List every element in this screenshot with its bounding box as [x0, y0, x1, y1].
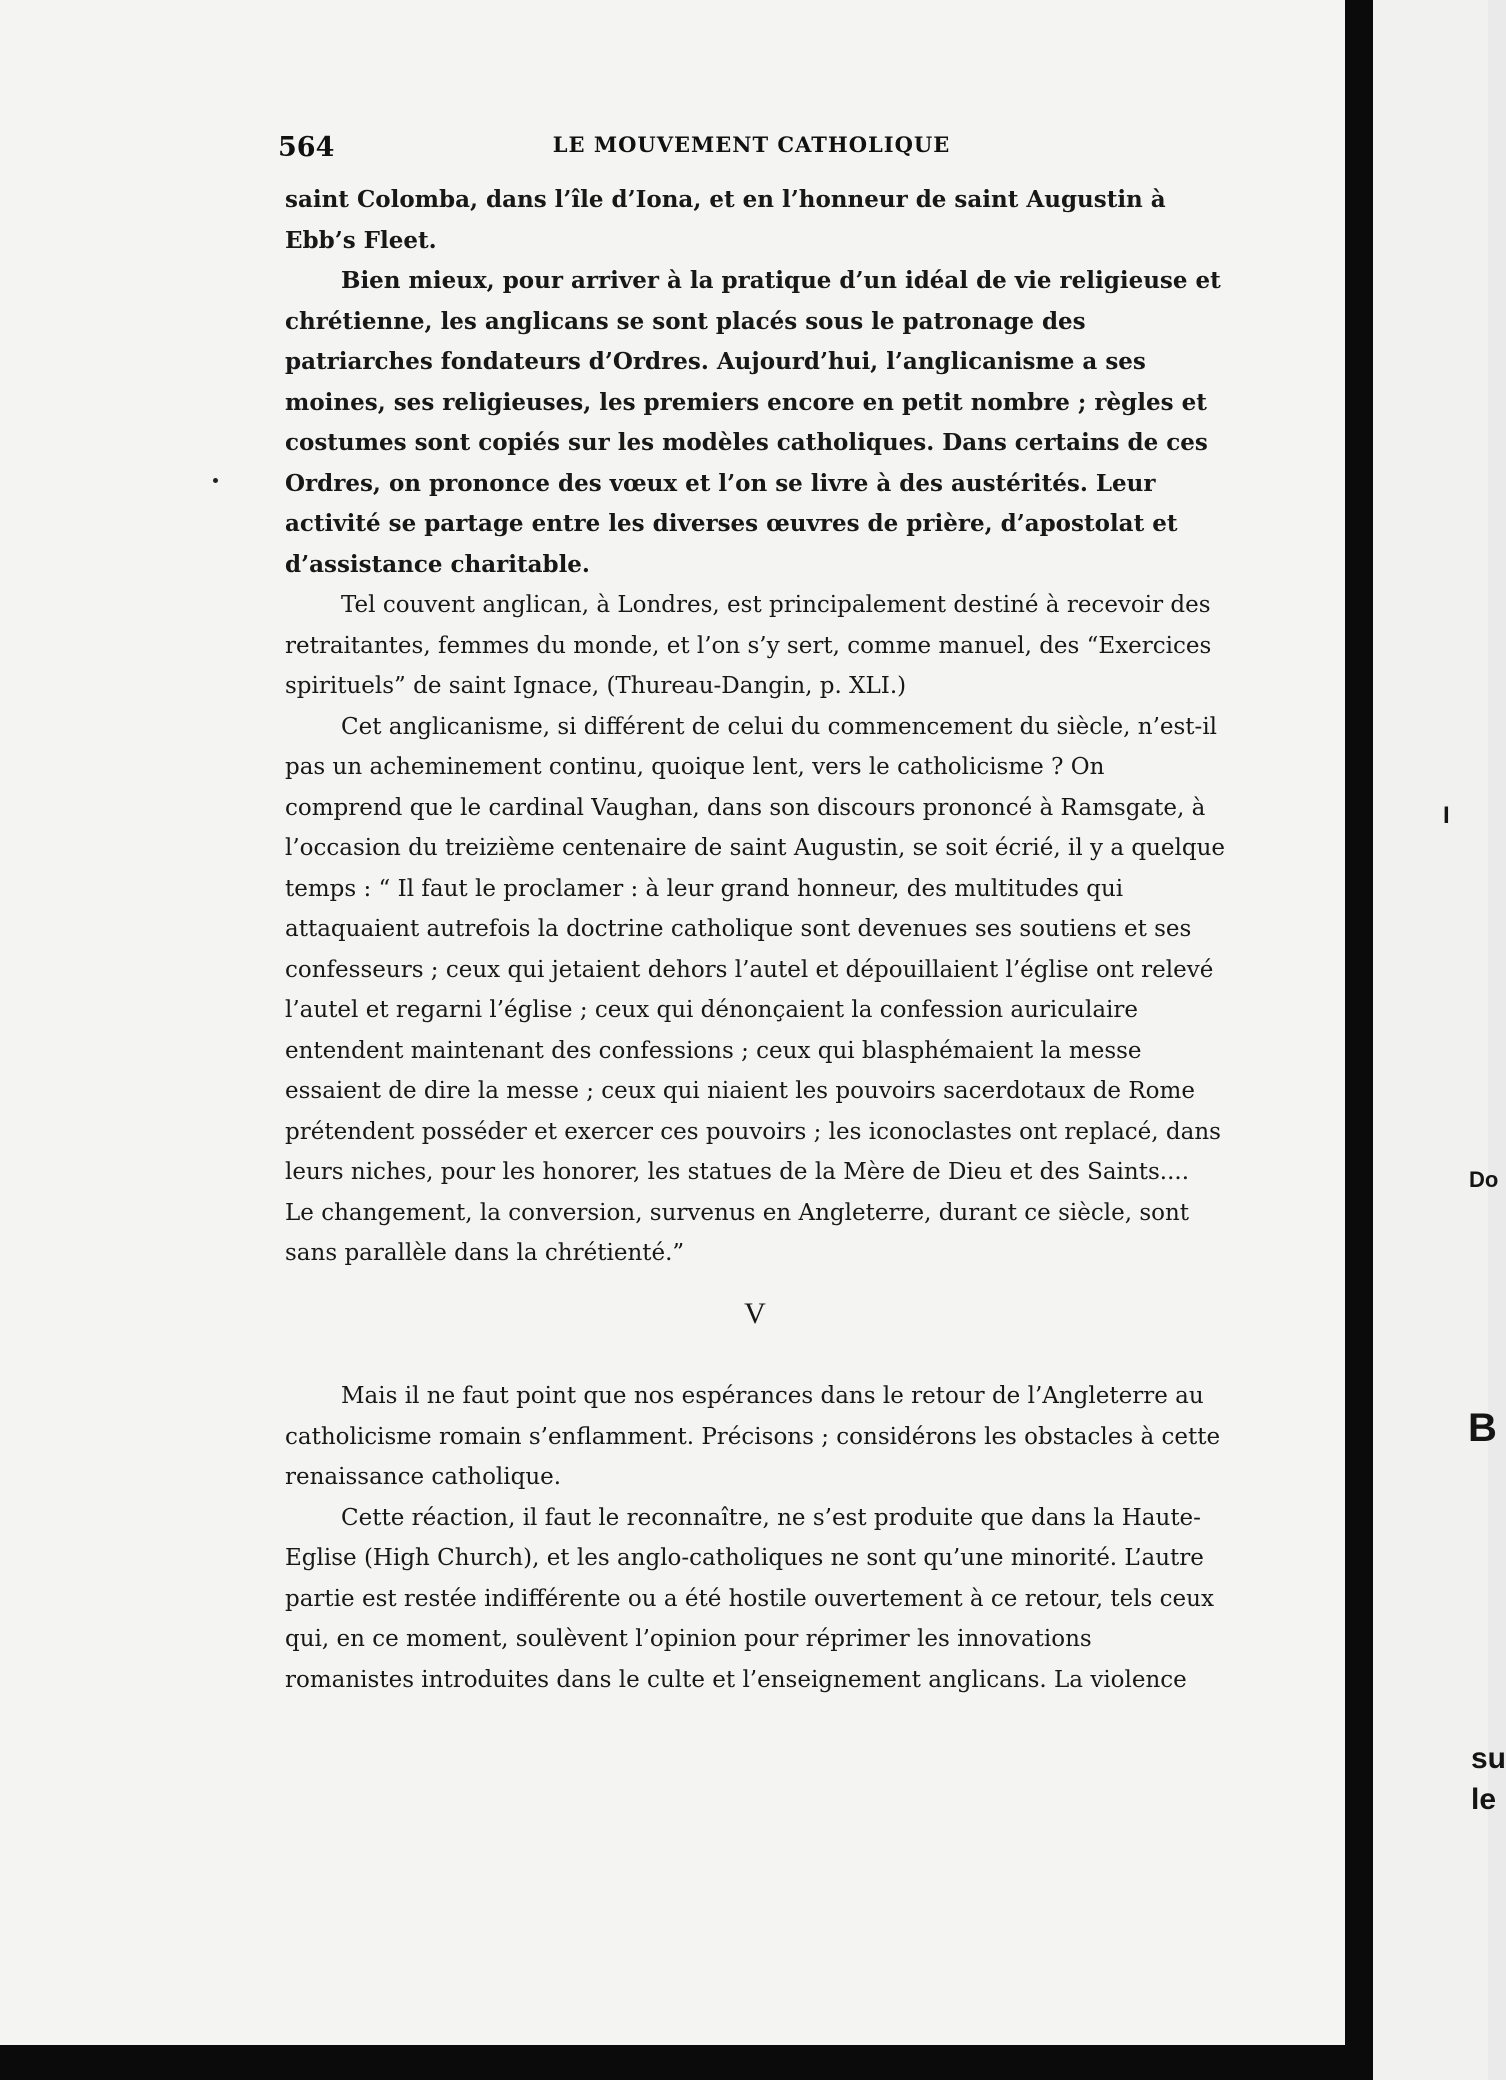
adjacent-page-fragment: le — [1471, 1783, 1497, 1816]
page-header — [278, 124, 1225, 168]
adjacent-page-fragment: B — [1468, 1406, 1497, 1450]
paragraph: Tel couvent anglican, à Londres, est principalement destiné à recevoir des retraitantes, femmes du monde, et l’on s’y sert, comme manuel, des “Exercices spirituels” de saint Ignace, (Thureau-Dangin, p. XLI.) — [285, 592, 1212, 699]
paragraph: Cette réaction, il faut le reconnaître, ne s’est produite que dans la Haute-Eglise (High Church), et les anglo-catholiques ne sont qu’une minorité. L’autre partie est restée indifférente ou a été hostile ouvertement à ce retour, tels ceux qui, en ce moment, soulèvent l’opinion pour réprimer les innovations romanistes introduites dans le culte et l’enseignement anglicans. La violence — [285, 1504, 1214, 1693]
book-spine — [1345, 0, 1373, 2080]
page-text — [285, 180, 1225, 1700]
paragraph: Bien mieux, pour arriver à la pratique d’un idéal de vie religieuse et chrétienne, les anglicans se sont placés sous le patronage des patriarches fondateurs d’Ordres. Aujourd’hui, l’anglicanisme a ses moines, ses religieuses, les premiers encore en petit nombre ; règles et costumes sont copiés sur les modèles catholiques. Dans certains de ces Ordres, on prononce des vœux et l’on se livre à des austérités. Leur activité se partage entre les diverses œuvres de prière, d’apostolat et d’assistance charitable. — [285, 267, 1221, 578]
running-title: LE MOUVEMENT CATHOLIQUE — [552, 132, 951, 157]
paragraph: Mais il ne faut point que nos espérances dans le retour de l’Angleterre au catholicisme romain s’enflamment. Précisons ; considérons les obstacles à cette renaissance catholique. — [285, 1383, 1221, 1490]
page-number: 564 — [278, 132, 335, 163]
adjacent-page-fragment: Do — [1469, 1167, 1499, 1192]
adjacent-page-fragment: I — [1443, 802, 1450, 829]
continuation-text: saint Colomba, dans l’île d’Iona, et en l’honneur de saint Augustin à Ebb’s Fleet. — [285, 186, 1166, 254]
specks — [213, 478, 218, 483]
section-number: V — [744, 1296, 766, 1330]
paragraph: Cet anglicanisme, si différent de celui du commencement du siècle, n’est-il pas un acheminement continu, quoique lent, vers le catholicisme ? On comprend que le cardinal Vaughan, dans son discours prononcé à Ramsgate, à l’occasion du treizième centenaire de saint Augustin, se soit écrié, il y a quelque temps : “ Il faut le proclamer : à leur grand honneur, des multitudes qui attaquaient autrefois la doctrine catholique sont devenues ses soutiens et ses confesseurs ; ceux qui jetaient dehors l’autel et dépouillaient l’église ont relevé l’autel et regarni l’église ; ceux qui dénonçaient la confession auriculaire entendent maintenant des confessions ; ceux qui blasphémaient la messe essaient de dire la messe ; ceux qui niaient les pouvoirs sacerdotaux de Rome prétendent posséder et exercer ces pouvoirs ; les iconoclastes ont replacé, dans leurs niches, pour les honorer, les statues de la Mère de Dieu et des Saints.... Le changement, la conversion, survenus en Angleterre, durant ce siècle, sont sans parallèle dans la chrétienté.” — [285, 713, 1225, 1266]
adjacent-page — [1373, 0, 1506, 2080]
adjacent-page-fragment: su — [1471, 1742, 1506, 1775]
page-bottom-edge — [0, 2045, 1345, 2080]
